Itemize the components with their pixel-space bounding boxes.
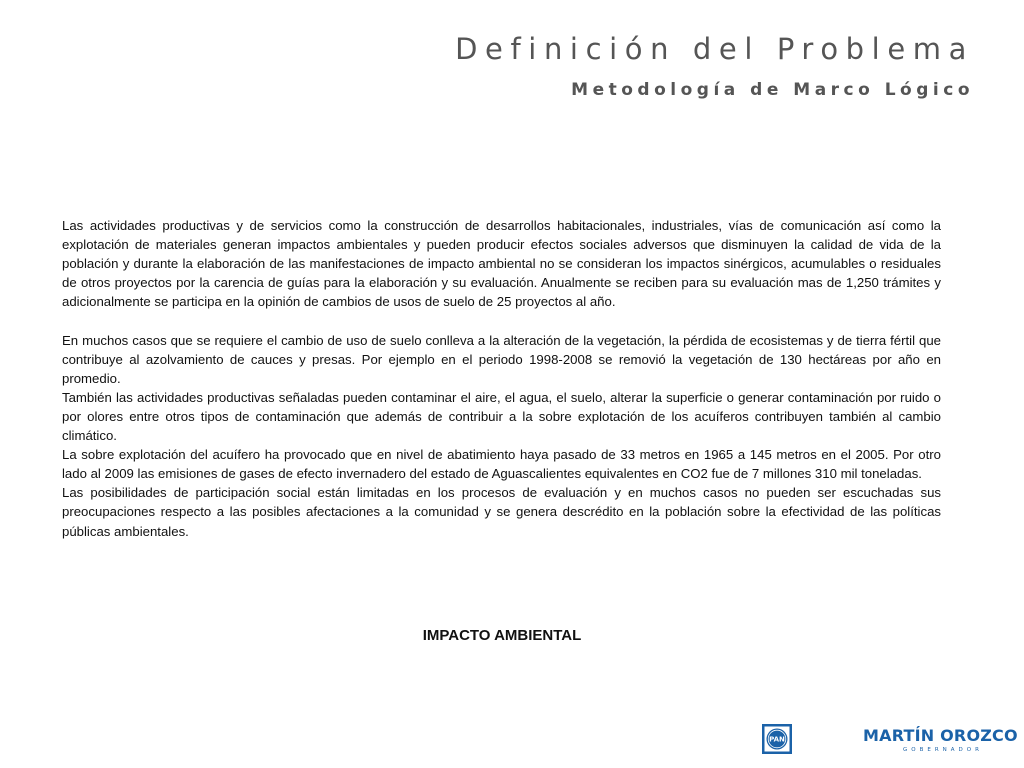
governor-logo: [863, 726, 1018, 754]
brand-role: GOBERNADOR: [903, 747, 983, 753]
paragraph: Las posibilidades de participación social están limitadas en los procesos de evaluación y en muchos casos no pueden ser escuchadas sus preocupaciones respecto a las posibles afectaciones a la comunidad y se genera descrédito en la población sobre la efectividad de las políticas públicas ambientales.: [62, 485, 941, 539]
problem-description: [62, 216, 941, 541]
paragraph: Las actividades productivas y de servicios como la construcción de desarrollos habitacionales, industriales, vías de comunicación así como la explotación de materiales generan impactos ambientales y pueden producir efectos sociales adversos que disminuyen la calidad de vida de la población y durante la elaboración de las manifestaciones de impacto ambiental no se consideran los impactos sinérgicos, acumulables o residuales de otros proyectos por la carencia de guías para la elaboración y su evaluación. Anualmente se reciben para su evaluación mas de 1,250 trámites y adicionalmente se participa en la opinión de cambios de usos de suelo de 25 proyectos al año.: [62, 218, 941, 310]
slide-subtitle: Metodología de Marco Lógico: [571, 80, 974, 100]
pan-party-logo: [762, 724, 792, 754]
paragraph: En muchos casos que se requiere el cambio de uso de suelo conlleva a la alteración de la vegetación, la pérdida de ecosistemas y de tierra fértil que contribuye al azolvamiento de cauces y presas. Por ejemplo en el periodo 1998-2008 se removió la vegetación de 130 hectáreas por año en promedio.: [62, 332, 941, 386]
paragraph: La sobre explotación del acuífero ha provocado que en nivel de abatimiento haya pasado de 33 metros en 1965 a 145 metros en el 2005. Por otro lado al 2009 las emisiones de gases de efecto invernadero del estado de Aguascalientes equivalentes en CO2 fue de 7 millones 310 mil toneladas.: [62, 447, 941, 482]
section-heading: IMPACTO AMBIENTAL: [422, 627, 582, 644]
pan-logo-text: PAN: [769, 735, 785, 744]
slide-title: Definición del Problema: [455, 32, 974, 66]
brand-name: MARTÍN OROZCO: [863, 726, 1018, 745]
paragraph: También las actividades productivas señaladas pueden contaminar el aire, el agua, el suelo, alterar la superficie o generar contaminación por ruido o por olores entre otros tipos de contaminación que además de contribuir a la sobre explotación de los acuíferos contribuyen también al cambio climático.: [62, 389, 941, 444]
